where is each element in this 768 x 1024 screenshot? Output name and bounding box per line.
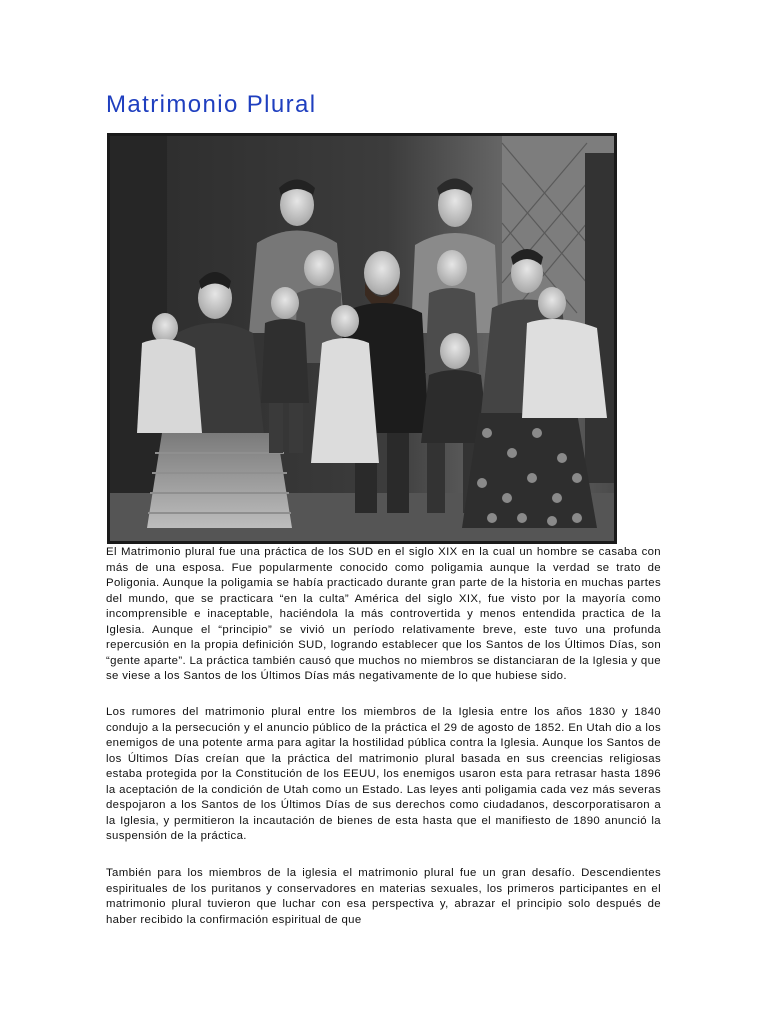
body-paragraph-3: También para los miembros de la iglesia el matrimonio plural fue un gran desafío. Descendientes espirituales de los puritanos y conservadores en materias sexuales, los primeros participantes en el matrimonio plural tuvieron que luchar con esa perspectiva y, abrazar el principio solo después de haber recibido la confirmación espiritual de que bbox=[106, 867, 661, 926]
family-portrait-photo bbox=[107, 133, 617, 544]
document-title: Matrimonio Plural bbox=[106, 91, 317, 118]
family-portrait-illustration bbox=[107, 133, 617, 544]
body-paragraph-1: El Matrimonio plural fue una práctica de los SUD en el siglo XIX en la cual un hombre se casaba con más de una esposa. Fue popularmente conocido como poligamia aunque la verdad se trato de Poligonia. Aunque la poligamia se había practicado durante gran parte de la historia en muchas partes del mundo, que se practicara “en la culta” América del siglo XIX, fue visto por la mayoría como incomprensible e inaceptable, haciéndola la más controvertida y menos entendida practica de la Iglesia. Aunque el “principio” se vivió un período relativamente breve, este tuvo una profunda repercusión en la propia definición SUD, logrando establecer que los Santos de los Últimos Días, son “gente aparte”. La práctica también causó que muchos no miembros se distanciaran de la Iglesia y que se viese a los Santos de los Últimos Días más negativamente de lo que hubiese sido. bbox=[106, 546, 661, 682]
body-paragraph-2: Los rumores del matrimonio plural entre los miembros de la Iglesia entre los años 1830 y 1840 condujo a la persecución y el anuncio público de la práctica el 29 de agosto de 1852. En Utah dio a los enemigos de una potente arma para agitar la hostilidad pública contra la Iglesia. Aunque los Santos de los Últimos Días creían que la práctica del matrimonio plural basada en sus creencias religiosas estaba protegida por la Constitución de los EEUU, los enemigos usaron esta para retrasar hasta 1896 la aceptación de la condición de Utah como un Estado. Las leyes anti poligamia cada vez más severas despojaron a los Santos de los Últimos Días de sus derechos como ciudadanos, descorporatisaron a la Iglesia, y permitieron la incautación de bienes de esta hasta que el manifiesto de 1890 anunció la suspensión de la práctica. bbox=[106, 706, 661, 842]
